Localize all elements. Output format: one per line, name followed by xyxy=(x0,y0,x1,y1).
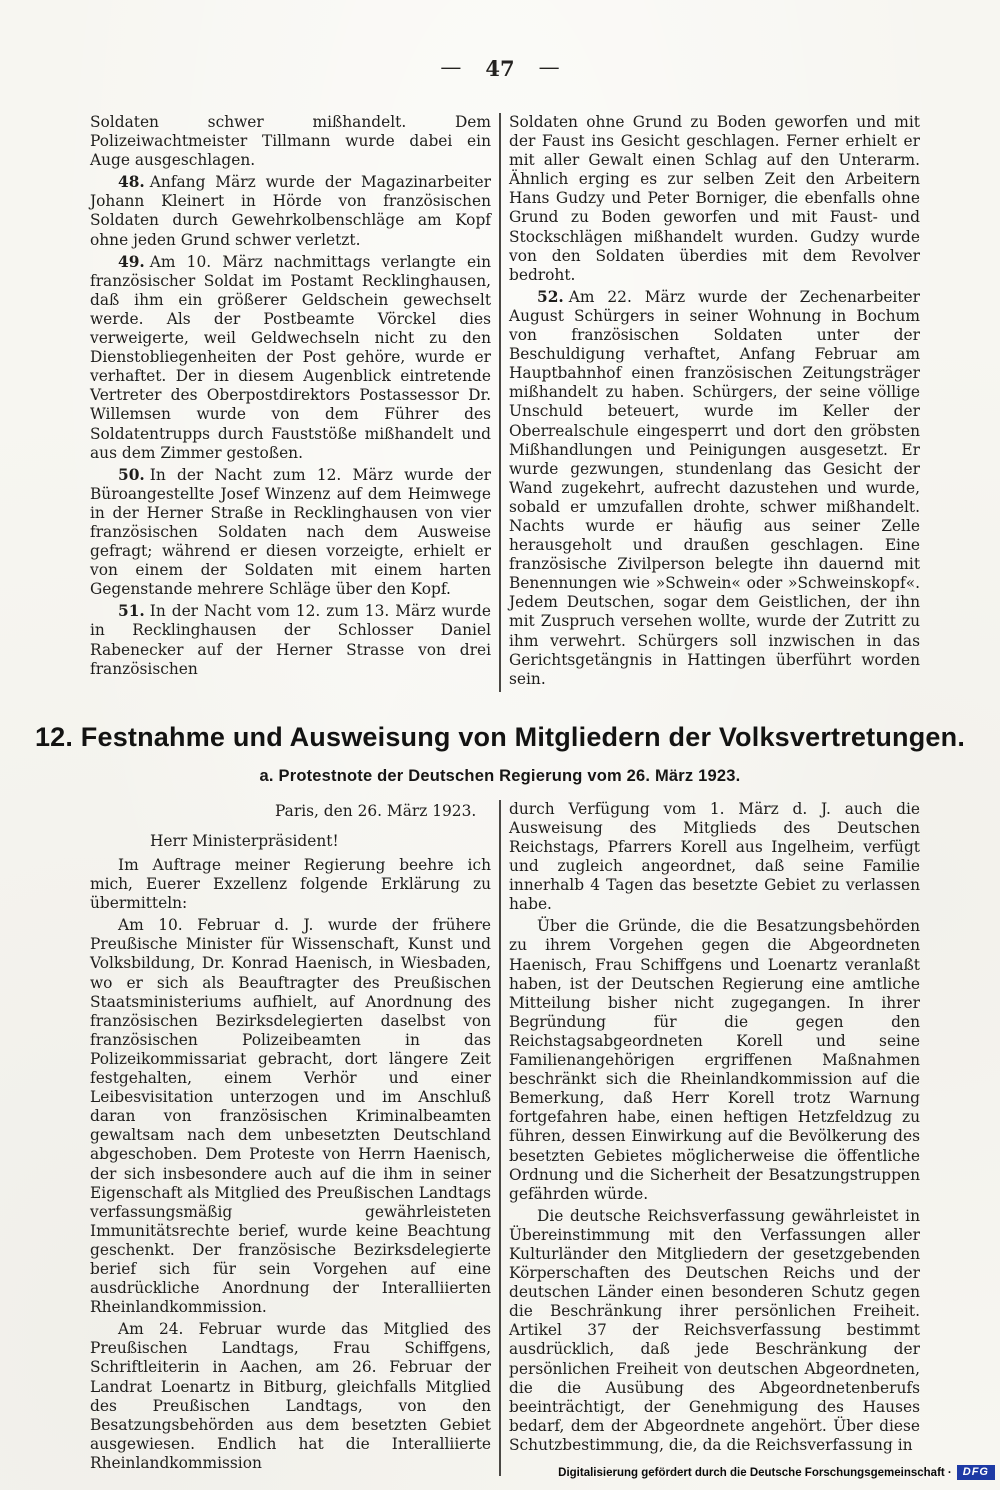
paragraph xyxy=(509,917,920,1203)
paragraph-text: Über die Gründe, die die Besatzungsbehörden zu ihrem Vorgehen gegen die Abgeordneten Haenisch, Frau Schiffgens und Loenartz veranlaßt haben, ist der Deutschen Regierung eine amtliche Mitteilung bisher nicht zugegangen. In ihrer Begründung für die gegen den Reichstagsabgeordneten Korell und seine Familienangehörigen ergriffenen Maßnahmen beschränkt sich die Rheinlandkommission auf die Bemerkung, daß Herr Korell trotz Warnung fortgefahren habe, einen heftigen Hetzfeldzug zu führen, dessen Einwirkung auf die Bevölkerung des besetzten Gebietes möglicherweise die öffentliche Ordnung und die Sicherheit der Besatzungstruppen gefährden würde. xyxy=(509,917,920,1203)
column-divider xyxy=(499,800,501,1476)
paragraph xyxy=(509,113,920,285)
section-heading: 12. Festnahme und Ausweisung von Mitgliedern der Volksvertretungen. xyxy=(34,721,966,752)
paragraph xyxy=(90,856,491,913)
column-divider xyxy=(499,113,501,692)
paragraph xyxy=(90,466,491,600)
paragraph-text: Im Auftrage meiner Regierung beehre ich mich, Euerer Exzellenz folgende Erklärung zu übermitteln: xyxy=(90,856,491,913)
paragraph-text: Am 24. Februar wurde das Mitglied des Preußischen Landtags, Frau Schiffgens, Schriftleiterin in Aachen, am 26. Februar der Landrat Loenartz in Bitburg, gleichfalls Mitglied des Preußischen Landtags, von den Besatzungsbehörden aus dem besetzten Gebiet ausgewiesen. Endlich hat die Interalliierte Rheinlandkommission xyxy=(90,1320,491,1472)
paragraph xyxy=(90,916,491,1317)
page-number: 47 xyxy=(485,56,515,81)
paragraph xyxy=(509,1207,920,1455)
item-number: 50. xyxy=(118,465,145,484)
paragraph xyxy=(90,113,491,170)
incidents-left-column xyxy=(90,113,491,692)
paragraph-text: durch Verfügung vom 1. März d. J. auch die Ausweisung des Mitglieds des Deutschen Reichstags, Pfarrers Korell aus Ingelheim, verfügt und zugleich angeordnet, daß seine Familie innerhalb 4 Tagen das besetzte Gebiet zu verlassen habe. xyxy=(509,799,920,914)
item-number: 52. xyxy=(537,287,564,306)
paragraph xyxy=(509,288,920,689)
paragraph-text: In der Nacht zum 12. März wurde der Büroangestellte Josef Winzenz auf dem Heimwege in der Herner Straße in Recklinghausen von vier französischen Soldaten nach dem Ausweise gefragt; während er diesen vorzeigte, erhielt er von einem der Soldaten mit einem harten Gegenstande mehrere Schläge über den Kopf. xyxy=(90,465,491,599)
dateline: Paris, den 26. März 1923. xyxy=(275,801,477,820)
dfg-logo: DFG xyxy=(957,1465,995,1480)
paragraph-text: Am 22. März wurde der Zechenarbeiter August Schürgers in seiner Wohnung in Bochum von französischen Soldaten unter der Beschuldigung verhaftet, Anfang Februar am Hauptbahnhof einen französischen Zeitungsträger mißhandelt zu haben. Schürgers, der seine völlige Unschuld beteuert, wurde im Keller der Oberrealschule eingesperrt und dort den gröbsten Mißhandlungen und Peinigungen ausgesetzt. Er wurde gezwungen, stundenlang das Gesicht der Wand zugekehrt, aufrecht dazustehen und wurde, sobald er umzufallen drohte, schwer mißhandelt. Nachts wurde er häufig aus seiner Zelle herausgeholt und draußen geschlagen. Eine französische Zivilperson belegte ihn dauernd mit Benennungen wie »Schwein« oder »Schweinskopf«. Jedem Deutschen, sogar dem Geistlichen, der ihn mit Zuspruch versehen wollte, wurde der Zutritt zu ihm verwehrt. Schürgers soll inzwischen in das Gerichtsgetängnis in Hattingen überführt worden sein. xyxy=(509,287,920,688)
page-number-dash-right: — xyxy=(538,55,560,79)
protest-note-right-column xyxy=(509,800,920,1476)
paragraph xyxy=(90,1320,491,1473)
paragraph-text: Am 10. März nachmittags verlangte ein französischer Soldat im Postamt Recklinghausen, daß ihm ein größerer Geldschein gewechselt werde. Als der Postbeamte Vörckel dies verweigerte, weil Geldwechseln nicht zu den Dienstobliegenheiten der Post gehöre, wurde er verhaftet. Der in diesem Augenblick eintretende Vertreter des Oberpostdirektors Postassessor Dr. Willemsen wurde von dem Führer des Soldatentrupps durch Fauststöße mißhandelt und aus dem Zimmer gestoßen. xyxy=(90,252,491,462)
page-number-dash-left: — xyxy=(440,55,462,79)
paragraph xyxy=(509,800,920,915)
digitization-credit xyxy=(558,1465,995,1480)
protest-note-left-column xyxy=(90,800,491,1476)
item-number: 51. xyxy=(118,602,145,621)
paragraph-text: Soldaten ohne Grund zu Boden geworfen und mit der Faust ins Gesicht geschlagen. Ferner erhielt er mit aller Gewalt einen Schlag auf den Unterarm. Ähnlich erging es zur selben Zeit den Arbeitern Hans Gudzy und Peter Borniger, die ebenfalls ohne Grund zu Boden geworfen und mit Faust- und Stockschlägen mißhandelt wurden. Gudzy wurde von den Soldaten überdies mit dem Revolver bedroht. xyxy=(509,113,920,284)
paragraph xyxy=(90,253,491,463)
item-number: 49. xyxy=(118,252,145,271)
section-subheading: a. Protestnote der Deutschen Regierung vom 26. März 1923. xyxy=(259,766,741,785)
incidents-section xyxy=(90,113,920,692)
paragraph-text: Die deutsche Reichsverfassung gewährleistet in Übereinstimmung mit den Verfassungen aller Kulturländer den Mitgliedern der gesetzgebenden Körperschaften des Deutschen Reichs und der deutschen Länder einen besonderen Schutz gegen die Beschränkung ihrer persönlichen Freiheit. Artikel 37 der Reichsverfassung bestimmt ausdrücklich, daß jede Beschränkung der persönlichen Freiheit von deutschen Abgeordneten, die die Ausübung des Abgeordnetenberufs beeinträchtigt, der Genehmigung des Hauses bedarf, dem der Abgeordnete angehört. Über diese Schutzbestimmung, die, da die Reichsverfassung in xyxy=(509,1206,920,1454)
paragraph xyxy=(90,602,491,678)
salutation: Herr Ministerpräsident! xyxy=(150,831,339,850)
page-header xyxy=(0,56,1000,81)
incidents-right-column xyxy=(509,113,920,692)
item-number: 48. xyxy=(118,173,145,192)
protest-note-section xyxy=(90,800,920,1476)
paragraph-text: Am 10. Februar d. J. wurde der frühere Preußische Minister für Wissenschaft, Kunst und Volksbildung, Dr. Konrad Haenisch, in Wiesbaden, wo er sich als Beauftragter des Preußischen Staatsministeriums aufhielt, auf Anordnung des französischen Bezirksdelegierten daselbst von französischen Polizeibeamten in das Polizeikommissariat gebracht, dort längere Zeit festgehalten, einem Verhör und einer Leibesvisitation unterzogen und im Anschluß daran von französischen Kriminalbeamten gewaltsam nach dem unbesetzten Deutschland abgeschoben. Dem Proteste von Herrn Haenisch, der sich insbesondere auch auf die ihm in seiner Eigenschaft als Mitglied des Preußischen Landtags verfassungsmäßig gewährleisteten Immunitätsrechte berief, wurde keine Beachtung geschenkt. Der französische Bezirksdelegierte berief sich für sein Vorgehen auf eine ausdrückliche Anordnung der Interalliierten Rheinlandkommission. xyxy=(90,916,492,1317)
credit-text: Digitalisierung gefördert durch die Deutsche Forschungsgemeinschaft · xyxy=(558,1466,952,1479)
paragraph-text: Soldaten schwer mißhandelt. Dem Polizeiwachtmeister Tillmann wurde dabei ein Auge ausgeschlagen. xyxy=(90,113,491,170)
paragraph-text: In der Nacht vom 12. zum 13. März wurde in Recklinghausen der Schlosser Daniel Rabenecker auf der Herner Strasse von drei französischen xyxy=(90,602,491,678)
paragraph xyxy=(90,173,491,249)
paragraph-text: Anfang März wurde der Magazinarbeiter Johann Kleinert in Hörde von französischen Soldaten durch Gewehrkolbenschläge am Kopf ohne jeden Grund schwer verletzt. xyxy=(90,173,491,249)
